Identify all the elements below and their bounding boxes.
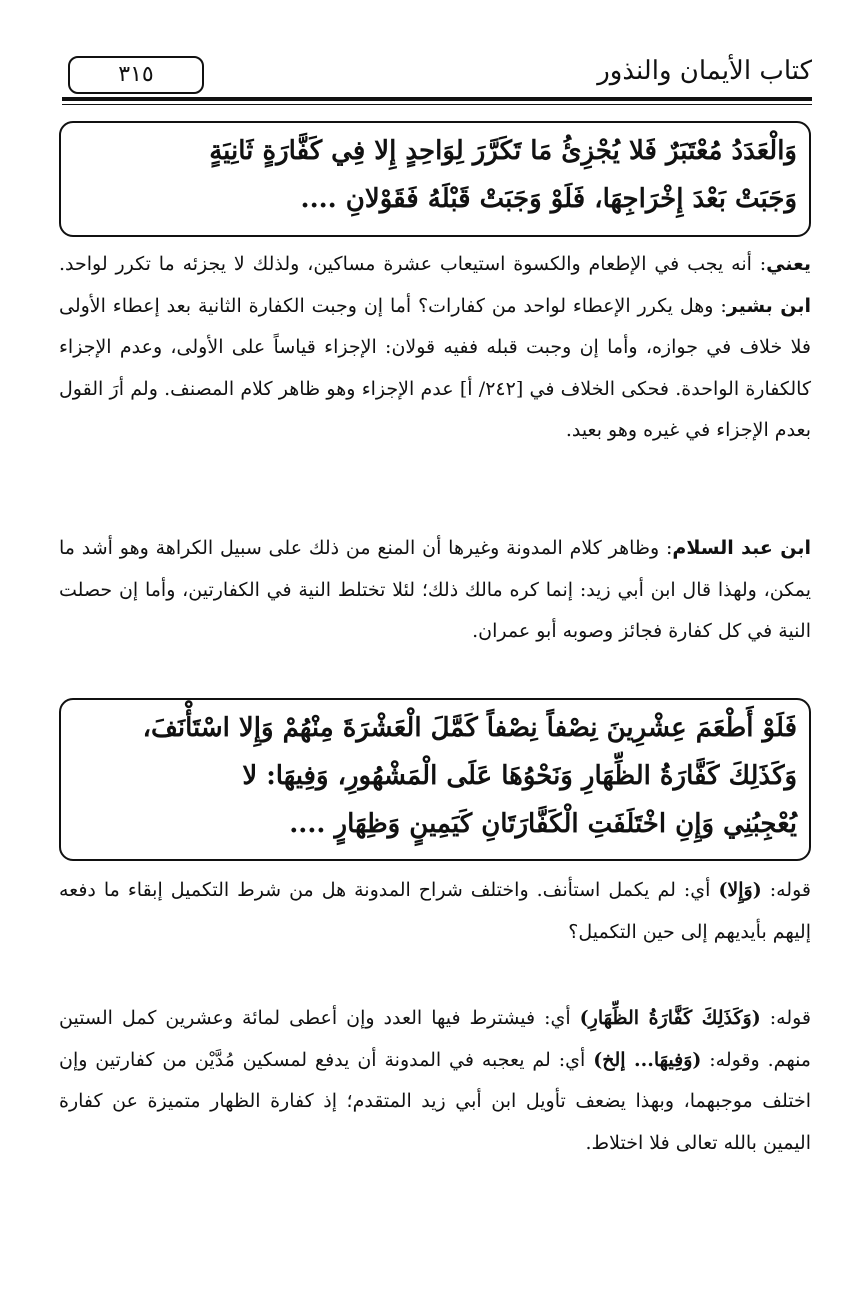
matn-quote: (وَفِيهَا... إلخ) — [593, 1048, 702, 1071]
commentary-lead: قوله: — [761, 879, 811, 901]
page-header — [62, 52, 812, 100]
header-rule-thick — [62, 97, 812, 101]
commentary-paragraph-1 — [59, 244, 811, 452]
commentary-text: : وهل يكرر الإعطاء لواحد من كفارات؟ أما إن وجبت الكفارة الثانية بعد إعطاء الأولى فلا خلاف في جوازه، وأما إن وجبت قبله ففيه قولان: الإجزاء قياساً على الأولى، وعدم الإجزاء كالكفارة الواحدة. فحكى الخلاف في [٢٤٢/ أ] عدم الإجزاء وهو ظاهر كلام المصنف. ولم أرَ القول بعدم الإجزاء في غيره وهو بعيد. — [59, 294, 812, 441]
matn-quote: (وَكَذَلِكَ كَفَّارَةُ الظِّهَارِ) — [579, 1007, 761, 1029]
commentary-paragraph-3 — [59, 870, 811, 953]
page-number: ٣١٥ — [68, 56, 204, 94]
matn-line: وَكَذَلِكَ كَفَّارَةُ الظِّهَارِ وَنَحْوُهَا عَلَى الْمَشْهُورِ، وَفِيهَا: لا — [242, 761, 797, 791]
commentary-text: أي: لم يعجبه في المدونة أن يدفع لمسكين مُدَّيْن من كفارتين وإن اختلف موجبهما، وبهذا يضعف تأويل ابن أبي زيد المتقدم؛ إذ كفارة الظهار متميزة عن كفارة اليمين بالله تعالى فلا اختلاط. — [59, 1048, 811, 1154]
commentary-text: أي: فيشترط فيها العدد وإن أعطى لمائة وعشرين كمل الستين منهم. وقوله: — [59, 1007, 811, 1071]
matn-box-1 — [59, 121, 811, 237]
matn-line: وَجَبَتْ بَعْدَ إِخْرَاجِهَا، فَلَوْ وَجَبَتْ قَبْلَهُ فَقَوْلانِ .... — [300, 184, 797, 214]
matn-quote: (وَإِلا) — [718, 879, 762, 901]
commentary-text: : أنه يجب في الإطعام والكسوة استيعاب عشرة مساكين، ولذلك لا يجزئه ما تكرر لواحد. — [59, 253, 767, 275]
scholar-name: ابن بشير — [726, 294, 812, 317]
commentary-lead: يعني — [766, 253, 811, 275]
matn-line: يُعْجِبُنِي وَإِنِ اخْتَلَفَتِ الْكَفَّارَتَانِ كَيَمِينٍ وَظِهَارٍ .... — [289, 809, 797, 839]
matn-line: وَالْعَدَدُ مُعْتَبَرٌ فَلا يُجْزِئُ مَا تَكَرَّرَ لِوَاحِدٍ إِلا فِي كَفَّارَةٍ ثَانِيَةٍ — [209, 136, 797, 166]
commentary-lead: قوله: — [760, 1007, 812, 1029]
commentary-paragraph-4 — [59, 998, 811, 1164]
header-rule-thin — [62, 104, 812, 105]
commentary-text: أي: لم يكمل استأنف. واختلف شراح المدونة هل من شرط التكميل إبقاء ما دفعه إليهم بأيديهم إلى حين التكميل؟ — [59, 879, 811, 943]
commentary-text: : وظاهر كلام المدونة وغيرها أن المنع من ذلك على سبيل الكراهة وهو أشد ما يمكن، ولهذا قال ابن أبي زيد: إنما كره مالك ذلك؛ لئلا تختلط النية في الكفارتين، وأما إن حصلت النية في كل كفارة فجائز وصوبه أبو عمران. — [59, 537, 811, 642]
commentary-paragraph-2 — [59, 528, 811, 653]
matn-box-2 — [59, 698, 811, 861]
running-title: كتاب الأيمان والنذور — [597, 56, 812, 86]
scholar-name: ابن عبد السلام — [672, 537, 811, 559]
matn-line: فَلَوْ أَطْعَمَ عِشْرِينَ نِصْفاً نِصْفاً كَمَّلَ الْعَشْرَةَ مِنْهُمْ وَإِلا اسْتَأْنَفَ، — [142, 713, 797, 743]
